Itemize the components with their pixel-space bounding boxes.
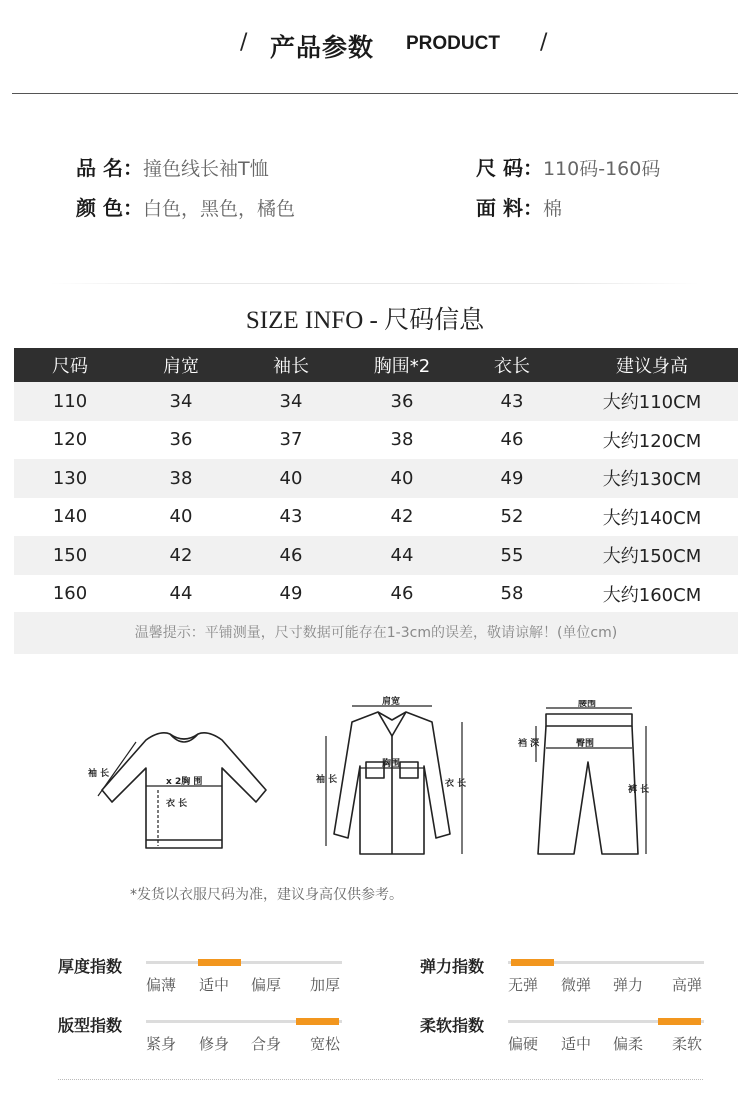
table-cell: 43	[500, 390, 524, 412]
product-color-row	[76, 192, 295, 221]
index-softness	[420, 1013, 720, 1063]
index-label: 版型指数	[58, 1016, 123, 1035]
column-header: 胸围*2	[373, 356, 431, 377]
bottom-divider	[58, 1079, 703, 1080]
table-cell: 42	[390, 506, 414, 528]
index-option: 修身	[199, 1035, 230, 1053]
index-selected-bar	[296, 1018, 339, 1025]
column-header: 尺码	[52, 356, 88, 377]
table-cell: 34	[169, 390, 193, 412]
table-cell: 44	[169, 583, 193, 605]
index-selected-bar	[658, 1018, 701, 1025]
index-option: 合身	[251, 1035, 282, 1053]
section-header	[0, 28, 750, 64]
pants-waist-label: 腰围	[578, 700, 597, 709]
index-option: 偏厚	[251, 976, 282, 994]
index-option: 适中	[199, 976, 230, 994]
table-cell: 120	[52, 429, 88, 451]
table-cell: 43	[279, 506, 303, 528]
index-option: 偏薄	[146, 976, 177, 994]
table-cell: 34	[279, 390, 303, 412]
table-cell: 130	[52, 467, 88, 489]
product-color-label: 颜 色	[76, 196, 123, 220]
index-option: 加厚	[310, 976, 341, 994]
size-table-body	[14, 382, 738, 613]
index-fit	[58, 1013, 358, 1063]
pants-diagram	[516, 700, 656, 860]
table-cell: 44	[390, 544, 414, 566]
table-cell: 37	[279, 429, 303, 451]
index-option: 偏柔	[613, 1035, 644, 1053]
product-name-row	[76, 152, 269, 181]
index-track	[146, 961, 342, 964]
colon: ：	[122, 156, 143, 180]
table-cell: 49	[279, 583, 303, 605]
table-row	[14, 382, 738, 421]
size-table	[14, 348, 738, 613]
table-cell: 110	[52, 390, 88, 412]
table-cell: 46	[390, 583, 414, 605]
index-option: 紧身	[146, 1035, 177, 1053]
colon: ：	[522, 196, 543, 220]
index-option: 适中	[561, 1035, 592, 1053]
tshirt-length-label: 衣 长	[166, 799, 188, 809]
table-cell: 36	[390, 390, 414, 412]
table-cell: 46	[279, 544, 303, 566]
table-cell: 42	[169, 544, 193, 566]
index-elasticity	[420, 954, 720, 1004]
shirt-chest-label: 胸围	[382, 759, 401, 769]
column-header: 建议身高	[616, 356, 688, 377]
product-material-row	[476, 192, 562, 221]
size-info-title: SIZE INFO - 尺码信息	[245, 307, 485, 334]
table-cell: 40	[169, 506, 193, 528]
shipping-note: *发货以衣服尺码为准，建议身高仅供参考。	[130, 887, 403, 903]
index-label: 厚度指数	[58, 957, 123, 976]
header-slash-left: /	[240, 30, 248, 55]
section-divider	[50, 283, 700, 284]
product-size-value: 110码-160码	[542, 158, 661, 180]
table-cell: 大约110CM	[602, 392, 702, 414]
size-table-header	[14, 348, 738, 382]
pants-rise-label: 裆 深	[518, 739, 540, 749]
table-cell: 40	[390, 467, 414, 489]
table-row	[14, 536, 738, 575]
product-material-value: 棉	[542, 198, 562, 220]
header-slash-right: /	[540, 30, 548, 55]
table-cell: 38	[390, 429, 414, 451]
table-cell: 38	[169, 467, 193, 489]
header-title-en: PRODUCT	[406, 33, 500, 54]
table-row	[14, 498, 738, 537]
column-header: 袖长	[273, 356, 309, 377]
colon: ：	[522, 156, 543, 180]
header-title-cn: 产品参数	[270, 33, 375, 62]
table-cell: 大约160CM	[602, 584, 702, 606]
index-option: 弹力	[613, 976, 644, 994]
index-option: 偏硬	[508, 1035, 539, 1053]
index-option: 微弹	[561, 976, 592, 994]
shirt-shoulder-label: 肩宽	[382, 697, 401, 707]
index-option: 高弹	[672, 976, 703, 994]
shirt-sleeve-label: 袖 长	[316, 775, 338, 785]
index-option: 无弹	[508, 976, 539, 994]
table-cell: 40	[279, 467, 303, 489]
index-option: 柔软	[672, 1035, 703, 1053]
index-label: 柔软指数	[420, 1016, 485, 1035]
table-cell: 大约150CM	[602, 546, 702, 568]
shirt-length-label: 衣 长	[445, 779, 467, 789]
index-selected-bar	[198, 959, 241, 966]
table-cell: 大约130CM	[602, 469, 702, 491]
tshirt-chest-label: x 2胸 围	[166, 777, 203, 787]
colon: ：	[122, 196, 143, 220]
column-header: 肩宽	[163, 356, 199, 377]
pants-hip-label: 臀围	[576, 739, 595, 749]
index-selected-bar	[511, 959, 554, 966]
table-row	[14, 421, 738, 460]
shirt-diagram	[312, 696, 472, 862]
tshirt-diagram	[80, 690, 280, 860]
product-size-label: 尺 码	[476, 156, 523, 180]
product-name-value: 撞色线长袖T恤	[142, 158, 269, 180]
table-cell: 160	[52, 583, 88, 605]
table-cell: 46	[500, 429, 524, 451]
index-label: 弹力指数	[420, 957, 485, 976]
measurement-tip: 温馨提示：平铺测量，尺寸数据可能存在1-3cm的误差，敬请谅解！(单位cm)	[14, 612, 738, 654]
table-cell: 49	[500, 467, 524, 489]
product-size-row	[476, 152, 660, 181]
table-row	[14, 459, 738, 498]
table-cell: 58	[500, 583, 524, 605]
product-material-label: 面 料	[476, 196, 523, 220]
index-thickness	[58, 954, 358, 1004]
table-cell: 55	[500, 544, 524, 566]
table-cell: 52	[500, 506, 524, 528]
tshirt-sleeve-label: 袖 长	[88, 769, 110, 779]
column-header: 衣长	[494, 356, 530, 377]
table-cell: 大约140CM	[602, 507, 702, 529]
table-row	[14, 575, 738, 614]
pants-inseam-label: 裤 长	[628, 785, 650, 795]
table-cell: 36	[169, 429, 193, 451]
table-cell: 大约120CM	[602, 430, 702, 452]
table-cell: 140	[52, 506, 88, 528]
header-divider	[12, 93, 738, 94]
product-name-label: 品 名	[76, 156, 123, 180]
product-color-value: 白色，黑色，橘色	[142, 198, 295, 220]
index-option: 宽松	[310, 1035, 341, 1053]
table-cell: 150	[52, 544, 88, 566]
